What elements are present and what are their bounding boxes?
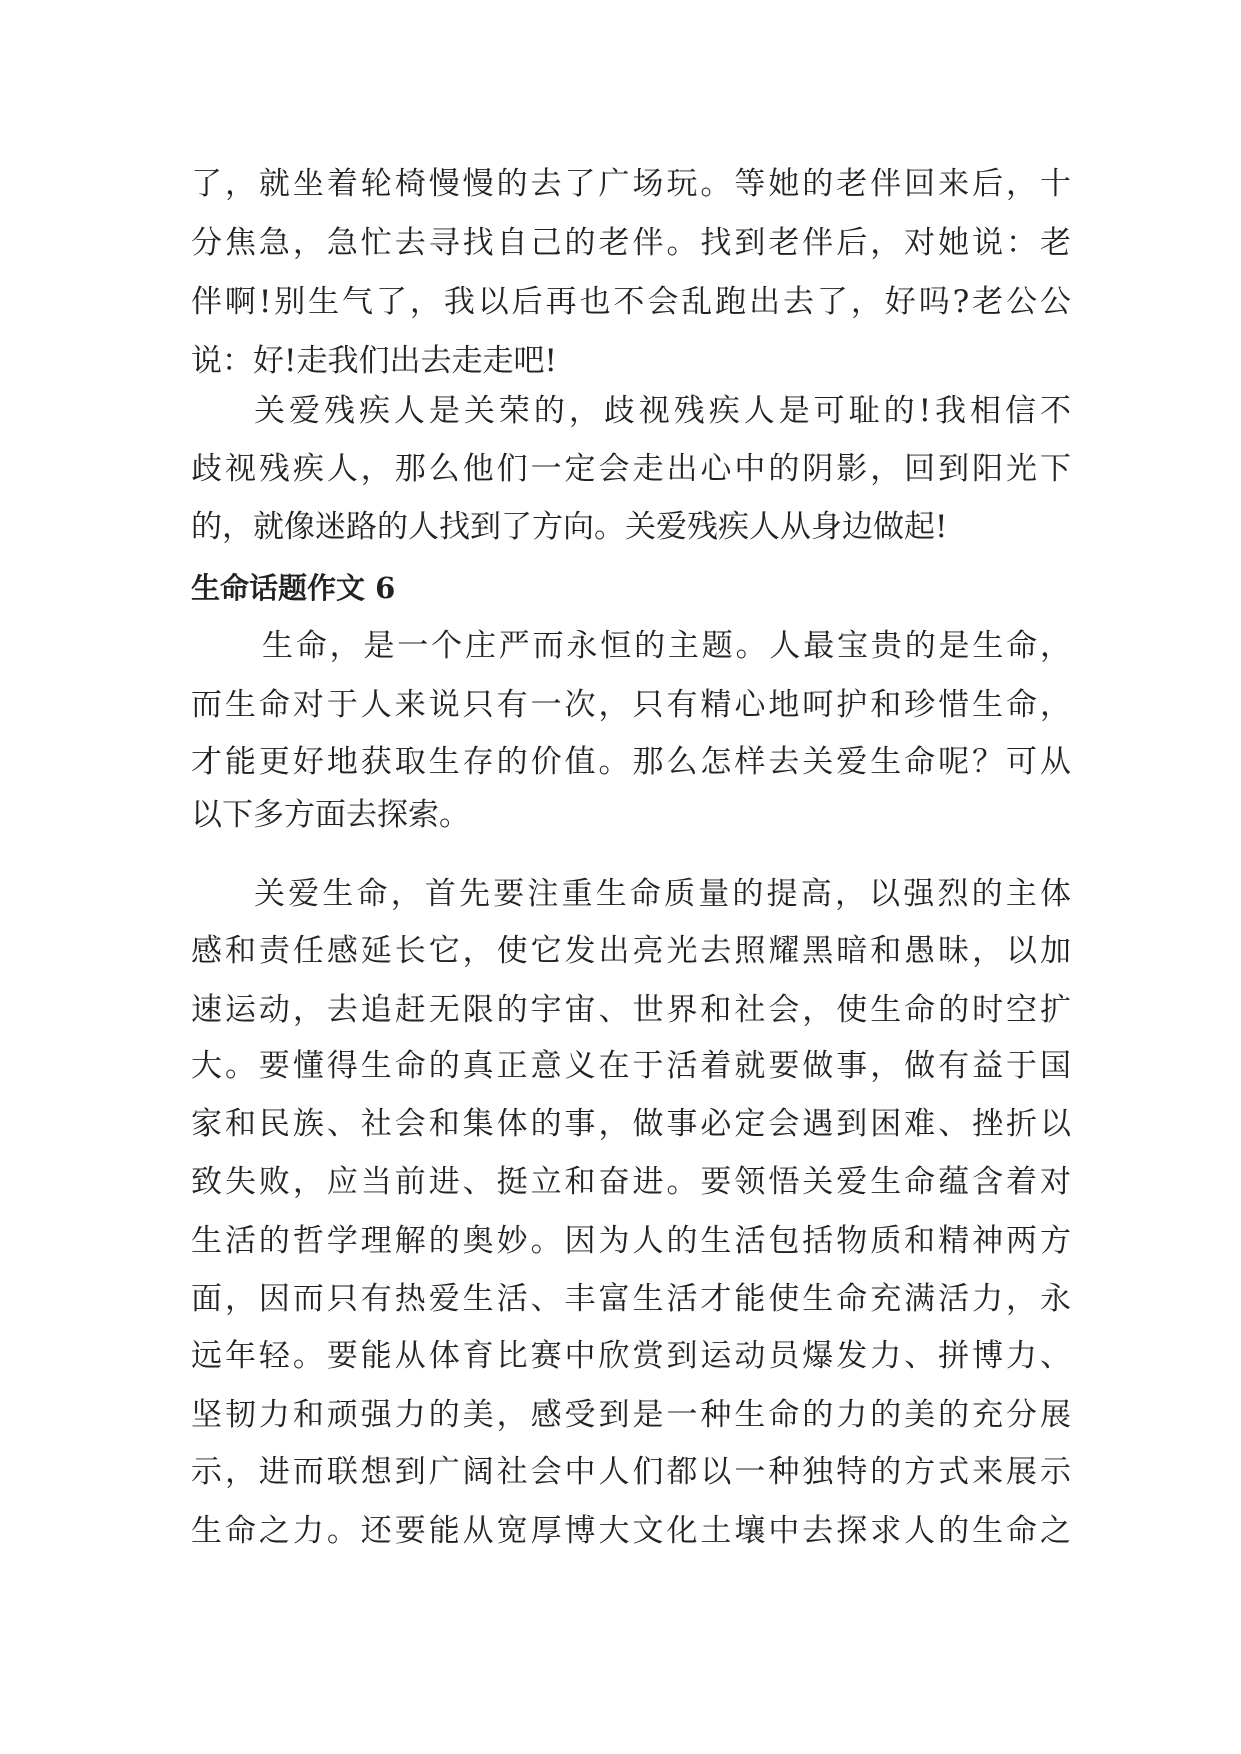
paragraph-line: 的，就像迷路的人找到了方向。关爱残疾人从身边做起! (191, 509, 948, 545)
paragraph-line: 速运动，去追赶无限的宇宙、世界和社会，使生命的时空扩 (191, 992, 1071, 1028)
paragraph-line: 才能更好地获取生存的价值。那么怎样去关爱生命呢？可从 (191, 744, 1071, 780)
paragraph-line: 感和责任感延长它，使它发出亮光去照耀黑暗和愚昧，以加 (191, 933, 1071, 969)
paragraph-line: 而生命对于人来说只有一次，只有精心地呵护和珍惜生命， (191, 687, 1071, 723)
paragraph-line: 分焦急，急忙去寻找自己的老伴。找到老伴后，对她说：老 (191, 225, 1071, 261)
paragraph-line: 生活的哲学理解的奥妙。因为人的生活包括物质和精神两方 (191, 1223, 1071, 1259)
paragraph-line: 关爱残疾人是关荣的，歧视残疾人是可耻的!我相信不 (254, 393, 1071, 429)
paragraph-line: 坚韧力和顽强力的美，感受到是一种生命的力的美的充分展 (191, 1397, 1071, 1433)
paragraph-line: 生命，是一个庄严而永恒的主题。人最宝贵的是生命， (262, 628, 1071, 664)
paragraph-line: 关爱生命，首先要注重生命质量的提高，以强烈的主体 (254, 876, 1071, 912)
paragraph-line: 面，因而只有热爱生活、丰富生活才能使生命充满活力，永 (191, 1281, 1071, 1317)
paragraph-line: 生命之力。还要能从宽厚博大文化土壤中去探求人的生命之 (191, 1513, 1071, 1549)
paragraph-line: 致失败，应当前进、挺立和奋进。要领悟关爱生命蕴含着对 (191, 1164, 1071, 1200)
paragraph-line: 大。要懂得生命的真正意义在于活着就要做事，做有益于国 (191, 1048, 1071, 1084)
paragraph-line: 远年轻。要能从体育比赛中欣赏到运动员爆发力、拼博力、 (191, 1338, 1071, 1374)
paragraph-line: 歧视残疾人，那么他们一定会走出心中的阴影，回到阳光下 (191, 451, 1071, 487)
paragraph-line: 说：好!走我们出去走走吧! (191, 343, 557, 379)
paragraph-line: 示，进而联想到广阔社会中人们都以一种独特的方式来展示 (191, 1454, 1071, 1490)
section-heading: 生命话题作文 6 (191, 571, 396, 605)
paragraph-line: 了，就坐着轮椅慢慢的去了广场玩。等她的老伴回来后，十 (191, 166, 1071, 202)
paragraph-line: 以下多方面去探索。 (191, 797, 470, 833)
paragraph-line: 伴啊!别生气了，我以后再也不会乱跑出去了，好吗?老公公 (191, 284, 1071, 320)
paragraph-line: 家和民族、社会和集体的事，做事必定会遇到困难、挫折以 (191, 1106, 1071, 1142)
